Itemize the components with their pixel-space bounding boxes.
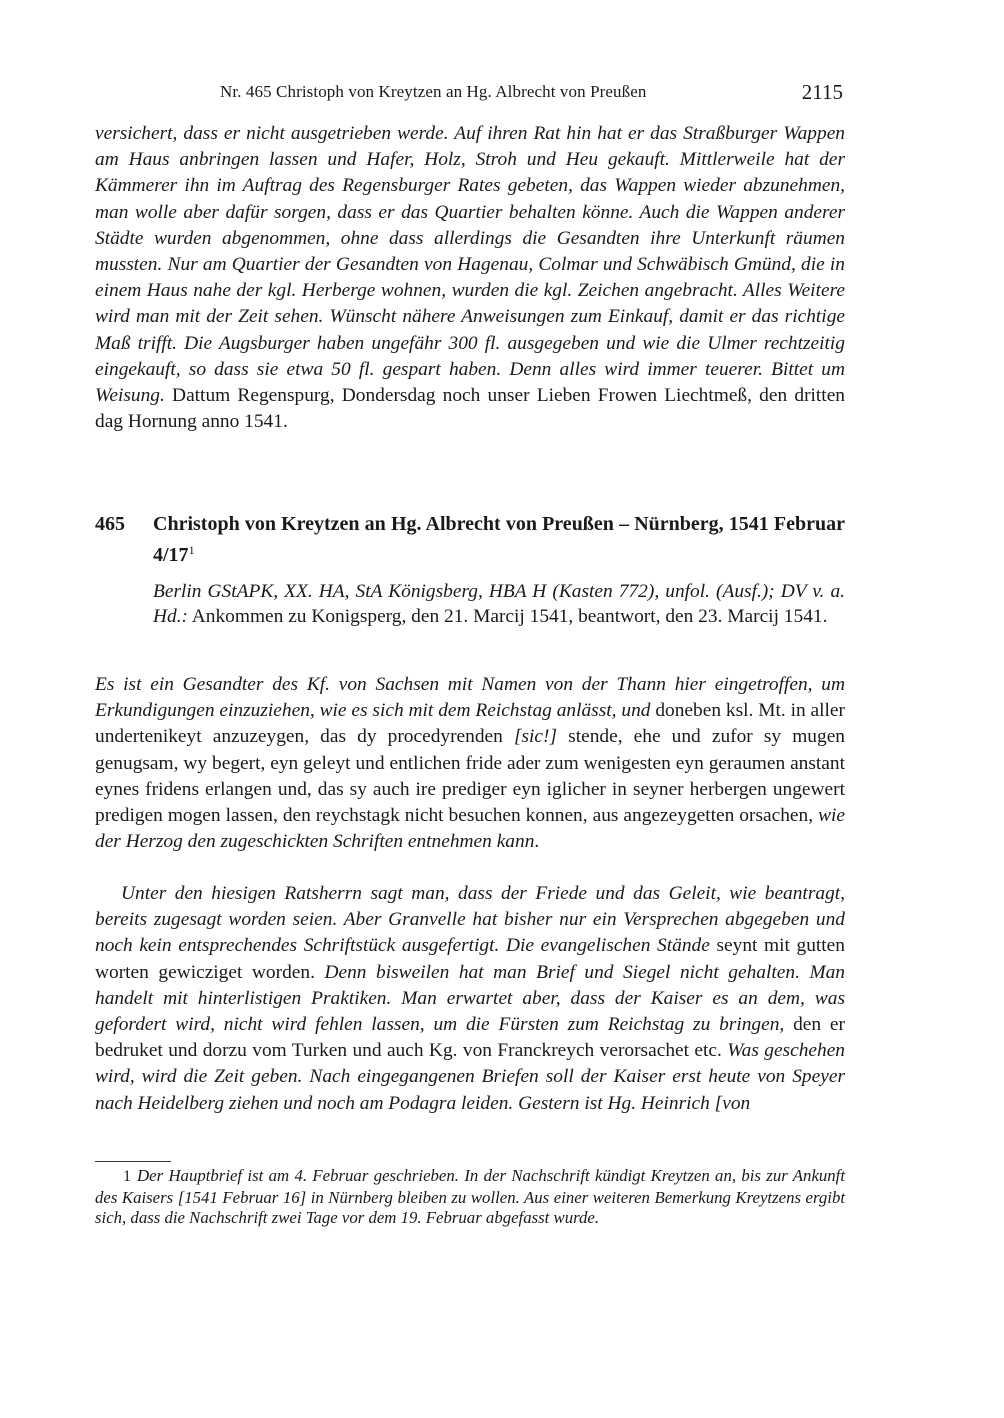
text-run: . xyxy=(534,831,540,853)
running-title: Nr. 465 Christoph von Kreytzen an Hg. Albrecht von Preußen xyxy=(220,82,647,101)
footnote-text: Der Hauptbrief ist am 4. Februar geschrieben. In der Nachschrift kündigt Kreytzen an, bis zur Ankunft des Kaisers [1541 Februar 16] in Nürnberg bleiben zu wollen. Aus einer weiteren Bemerkung Kreytzens ergibt sich, dass die Nachschrift zwei Tage vor dem 19. Februar abgefasst wurde. xyxy=(95,1166,845,1227)
previous-letter-text xyxy=(95,121,845,435)
footnote-mark: 1 xyxy=(123,1168,131,1185)
letter-number: 465 xyxy=(95,513,125,535)
text-run: Denn bisweilen hat man Brief und Siegel nicht gehalten. Man handelt mit hinterlistigen Praktiken. Man erwartet aber, dass der Kaiser es an dem, was gefordert wird, nicht wird fehlen lassen, um die Fürsten zum Reichstag zu bringen, xyxy=(95,961,846,1036)
footnote-reference: 1 xyxy=(188,543,195,557)
letter-paragraph-1 xyxy=(95,672,845,855)
text-run: doneben ksl. Mt. in aller undertenikeyt anzuzeygen, das dy procedyrenden xyxy=(95,700,845,748)
text-run: seynt mit gutten worten gewicziget worden. xyxy=(95,935,845,983)
text-run: stende, ehe und zufor sy mugen genugsam, wy begert, eyn geleyt und entlichen fride ader zum wenigesten eyn geraumen anstant eynes fridens erlangen und, das sy auch ire prediger eyn iglicher in seyner herbergen ungewert predigen mogen lassen, den reychstagk nicht besuchen konnen, aus angezeygetten orsachen, xyxy=(95,726,845,827)
source-archive: Berlin GStAPK, XX. HA, StA Königsberg, HBA H (Kasten 772), unfol. (Ausf.); DV v. a. Hd.: xyxy=(153,581,845,627)
page-number: 2115 xyxy=(801,80,843,104)
previous-letter-dating: Dattum Regenspurg, Dondersdag noch unser Lieben Frowen Liechtmeß, den dritten dag Hornung anno 1541. xyxy=(95,385,845,433)
text-run: den er bedruket und dorzu vom Turken und auch Kg. von Franckreych verorsachet etc. xyxy=(95,1014,845,1062)
letter-title: Christoph von Kreytzen an Hg. Albrecht von Preußen – Nürnberg, 1541 Februar 4/17 xyxy=(153,513,845,566)
footnote-rule xyxy=(95,1161,171,1162)
previous-letter-summary: versichert, dass er nicht ausgetrieben werde. Auf ihren Rat hin hat er das Straßburger Wappen am Haus anbringen lassen und Hafer, Holz, Stroh und Heu gekauft. Mittlerweile hat der Kämmerer ihn im Auftrag des Regensburger Rates gebeten, das Wappen wieder abzunehmen, man wolle aber dafür sorgen, dass er das Quartier behalten könne. Auch die Wappen anderer Städte wurden abgenommen, ohne dass allerdings die Gesandten ihre Unterkunft räumen mussten. Nur am Quartier der Gesandten von Hagenau, Colmar und Schwäbisch Gmünd, die in einem Haus nahe der kgl. Herberge wohnen, wurden die kgl. Zeichen angebracht. Alles Weitere wird man mit der Zeit sehen. Wünscht nähere Anweisungen zum Einkauf, damit er das richtige Maß trifft. Die Augsburger haben ungefähr 300 fl. ausgegeben und wie die Ulmer rechtzeitig eingekauft, so dass sie etwa 50 fl. gespart haben. Denn alles wird immer teuerer. Bittet um Weisung. xyxy=(95,123,845,407)
running-header xyxy=(95,80,845,108)
source-note xyxy=(153,580,845,629)
source-endorsement: Ankommen zu Konigsperg, den 21. Marcij 1541, beantwort, den 23. Marcij 1541. xyxy=(188,605,828,627)
letter-paragraph-2 xyxy=(95,881,845,1117)
text-run: wie der Herzog den zugeschickten Schriften entnehmen kann xyxy=(95,805,845,853)
text-run: Unter den hiesigen Ratsherrn sagt man, dass der Friede und das Geleit, wie beantragt, bereits zugesagt worden seien. Aber Granvelle hat bisher nur ein Versprechen abgegeben und noch kein entsprechendes Schriftstück ausgefertigt. Die evangelischen Stände xyxy=(95,883,845,957)
text-run: Was geschehen wird, wird die Zeit geben. Nach eingegangenen Briefen soll der Kaiser erst heute von Speyer nach Heidelberg ziehen und noch am Podagra leiden. Gestern ist Hg. Heinrich [von xyxy=(95,1040,846,1114)
text-run: [sic!] xyxy=(513,726,558,748)
text-run: Es ist ein Gesandter des Kf. von Sachsen mit Namen von der Thann hier eingetroffen, um Erkundigungen einzuziehen, wie es sich mit dem Reichstag anlässt, und xyxy=(95,674,845,722)
footnote xyxy=(95,1166,845,1229)
letter-heading xyxy=(95,511,845,568)
